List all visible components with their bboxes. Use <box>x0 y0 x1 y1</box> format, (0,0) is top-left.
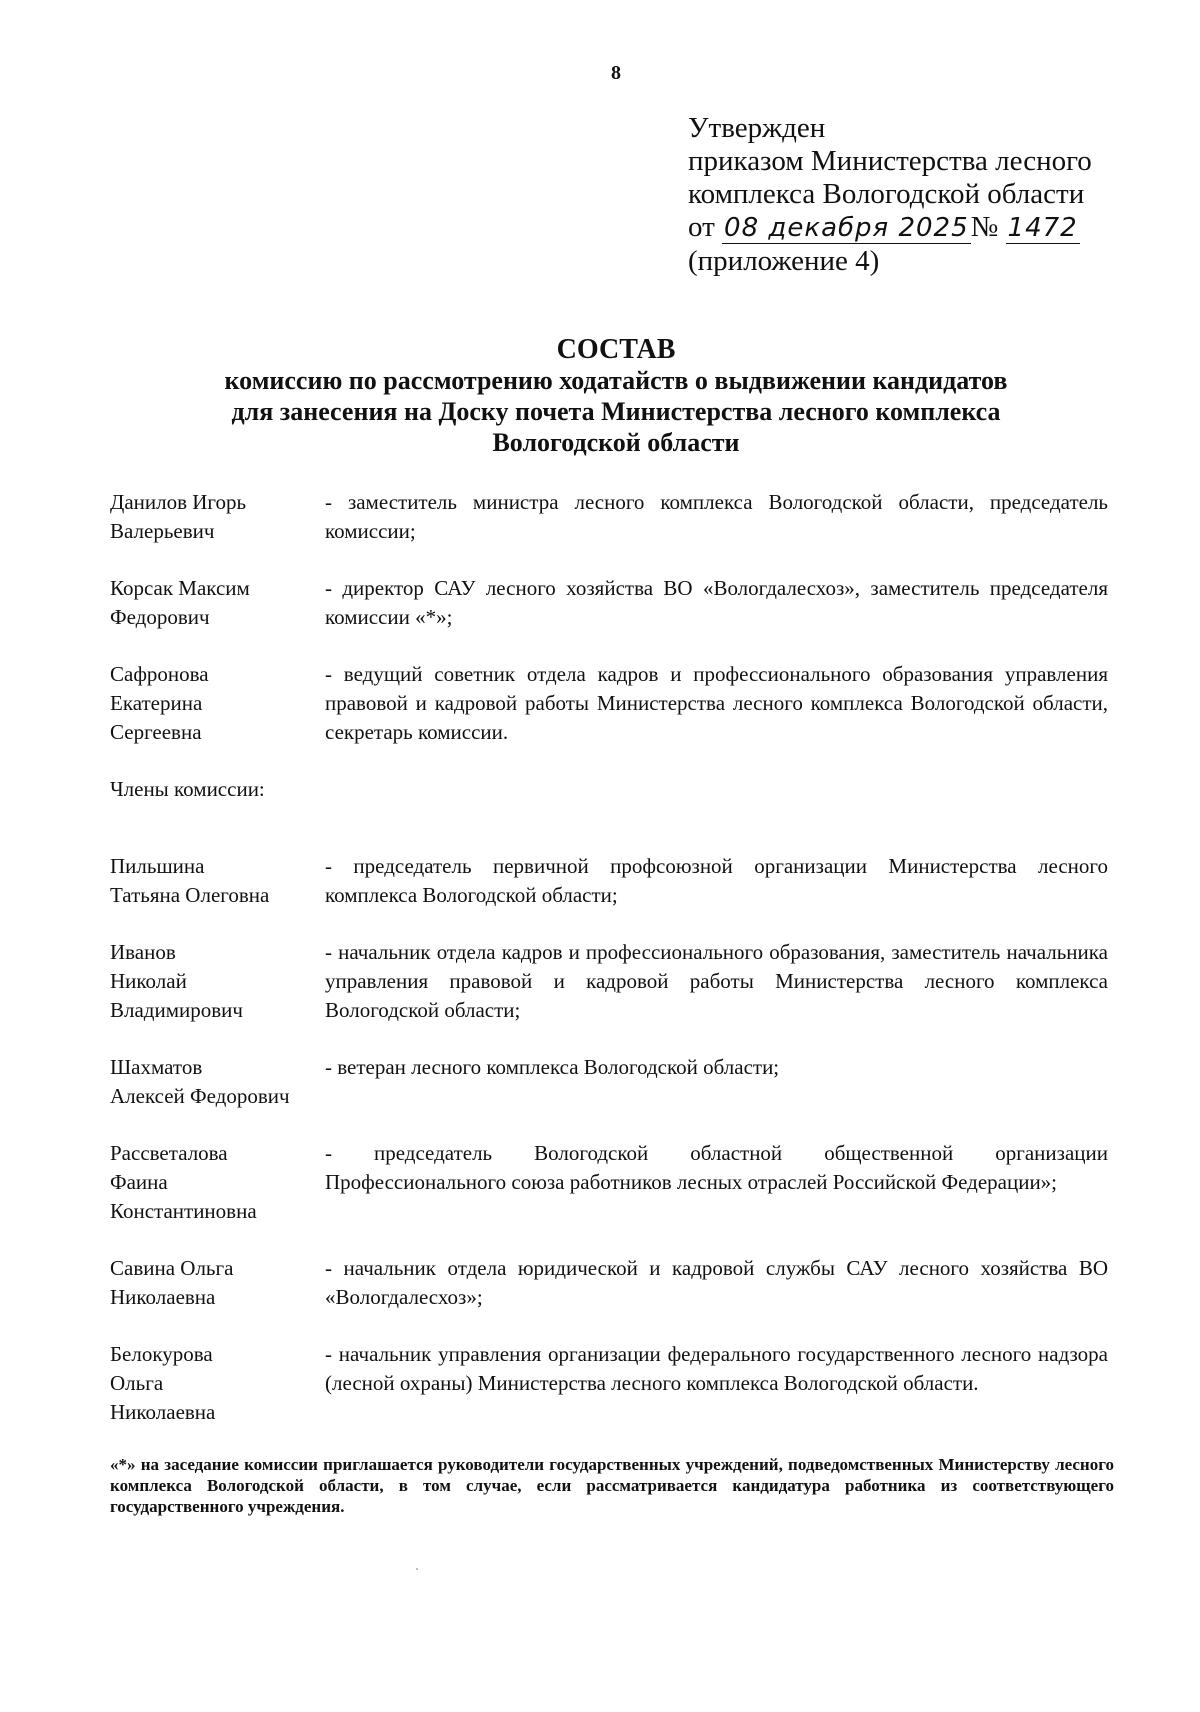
person-name-line: Ольга <box>110 1371 164 1395</box>
commission-entry <box>110 660 1108 747</box>
approval-stamp <box>688 112 1128 278</box>
person-name <box>110 574 325 632</box>
commission-entry <box>110 938 1108 1025</box>
person-name-line: Савина Ольга <box>110 1256 234 1280</box>
person-name-line: Фаина <box>110 1170 168 1194</box>
person-role: - начальник отдела кадров и профессионального образования, заместитель начальника управления правовой и кадровой работы Министерства лесного комплекса Вологодской области; <box>325 940 1108 1022</box>
person-name-line: Валерьевич <box>110 519 215 543</box>
person-role: - председатель Вологодской областной общественной организации Профессионального союза работников лесных отраслей Российской Федерации»; <box>325 1141 1108 1194</box>
person-name-line: Пильшина <box>110 854 205 878</box>
person-name <box>110 488 325 546</box>
person-name <box>110 1254 325 1312</box>
person-name-line: Сергеевна <box>110 720 202 744</box>
date-prefix: от <box>688 211 715 243</box>
person-name-line: Иванов <box>110 940 176 964</box>
handwritten-date: 08 декабря 2025 <box>724 213 969 243</box>
person-role: - ветеран лесного комплекса Вологодской области; <box>325 1055 780 1079</box>
title-main: СОСТАВ <box>556 334 676 365</box>
person-name-line: Константиновна <box>110 1199 257 1223</box>
members-list <box>110 852 1108 1427</box>
person-name <box>110 1340 325 1427</box>
leadership-list <box>110 488 1108 747</box>
person-name-line: Корсак Максим <box>110 576 250 600</box>
person-name-line: Сафронова <box>110 662 209 686</box>
person-role: - начальник управления организации федерального государственного лесного надзора (лесной охраны) Министерства лесного комплекса Вологодской области. <box>325 1342 1108 1395</box>
approval-line-2: приказом Министерства лесного <box>688 145 1092 177</box>
commission-entry <box>110 1053 1108 1111</box>
person-name-line: Екатерина <box>110 691 203 715</box>
person-name <box>110 660 325 747</box>
person-name-line: Федорович <box>110 605 210 629</box>
person-name-line: Владимирович <box>110 998 243 1022</box>
approval-line-1: Утвержден <box>688 112 826 144</box>
title-line-1: комиссию по рассмотрению ходатайств о выдвижении кандидатов <box>224 366 1008 395</box>
commission-entry <box>110 1139 1108 1226</box>
person-name-line: Татьяна Олеговна <box>110 883 270 907</box>
person-name-line: Алексей Федорович <box>110 1084 290 1108</box>
person-name-line: Рассветалова <box>110 1141 228 1165</box>
person-name <box>110 852 325 910</box>
commission-entry <box>110 574 1108 632</box>
person-role: - председатель первичной профсоюзной организации Министерства лесного комплекса Вологодской области; <box>325 854 1108 907</box>
person-name-line: Данилов Игорь <box>110 490 247 514</box>
commission-entry <box>110 1254 1108 1312</box>
title-line-2: для занесения на Доску почета Министерства лесного комплекса <box>231 397 1001 426</box>
scan-speck <box>416 1568 418 1570</box>
person-name-line: Белокурова <box>110 1342 213 1366</box>
document-title <box>0 334 1200 458</box>
person-role: - начальник отдела юридической и кадровой службы САУ лесного хозяйства ВО «Вологдалесхоз»; <box>325 1256 1108 1309</box>
person-role: - ведущий советник отдела кадров и профессионального образования управления правовой и кадровой работы Министерства лесного комплекса Вологодской области, секретарь комиссии. <box>325 662 1108 744</box>
commission-list <box>110 488 1108 1455</box>
person-name-line: Шахматов <box>110 1055 203 1079</box>
person-name <box>110 938 325 1025</box>
appendix-label: (приложение 4) <box>688 245 880 277</box>
approval-line-3: комплекса Вологодской области <box>688 178 1085 210</box>
person-name <box>110 1139 325 1226</box>
commission-entry <box>110 852 1108 910</box>
person-name <box>110 1053 325 1111</box>
members-label: Члены комиссии: <box>110 777 265 801</box>
page-number: 8 <box>611 62 621 84</box>
person-name-line: Николаевна <box>110 1285 216 1309</box>
person-name-line: Николаевна <box>110 1400 216 1424</box>
person-name-line: Николай <box>110 969 187 993</box>
person-role: - директор САУ лесного хозяйства ВО «Вологдалесхоз», заместитель председателя комиссии «*»; <box>325 576 1108 629</box>
commission-entry <box>110 488 1108 546</box>
footnote: «*» на заседание комиссии приглашается руководители государственных учреждений, подведомственных Министерству лесного комплекса Вологодской области, в том случае, если рассматривается кандидатура работника из соответствующего государственного учреждения. <box>110 1455 1114 1516</box>
handwritten-number: 1472 <box>1007 213 1078 243</box>
person-role: - заместитель министра лесного комплекса Вологодской области, председатель комиссии; <box>325 490 1108 543</box>
commission-entry <box>110 1340 1108 1427</box>
approval-date-line <box>688 211 1128 245</box>
title-line-3: Вологодской области <box>492 428 740 457</box>
number-prefix: № <box>970 211 999 243</box>
